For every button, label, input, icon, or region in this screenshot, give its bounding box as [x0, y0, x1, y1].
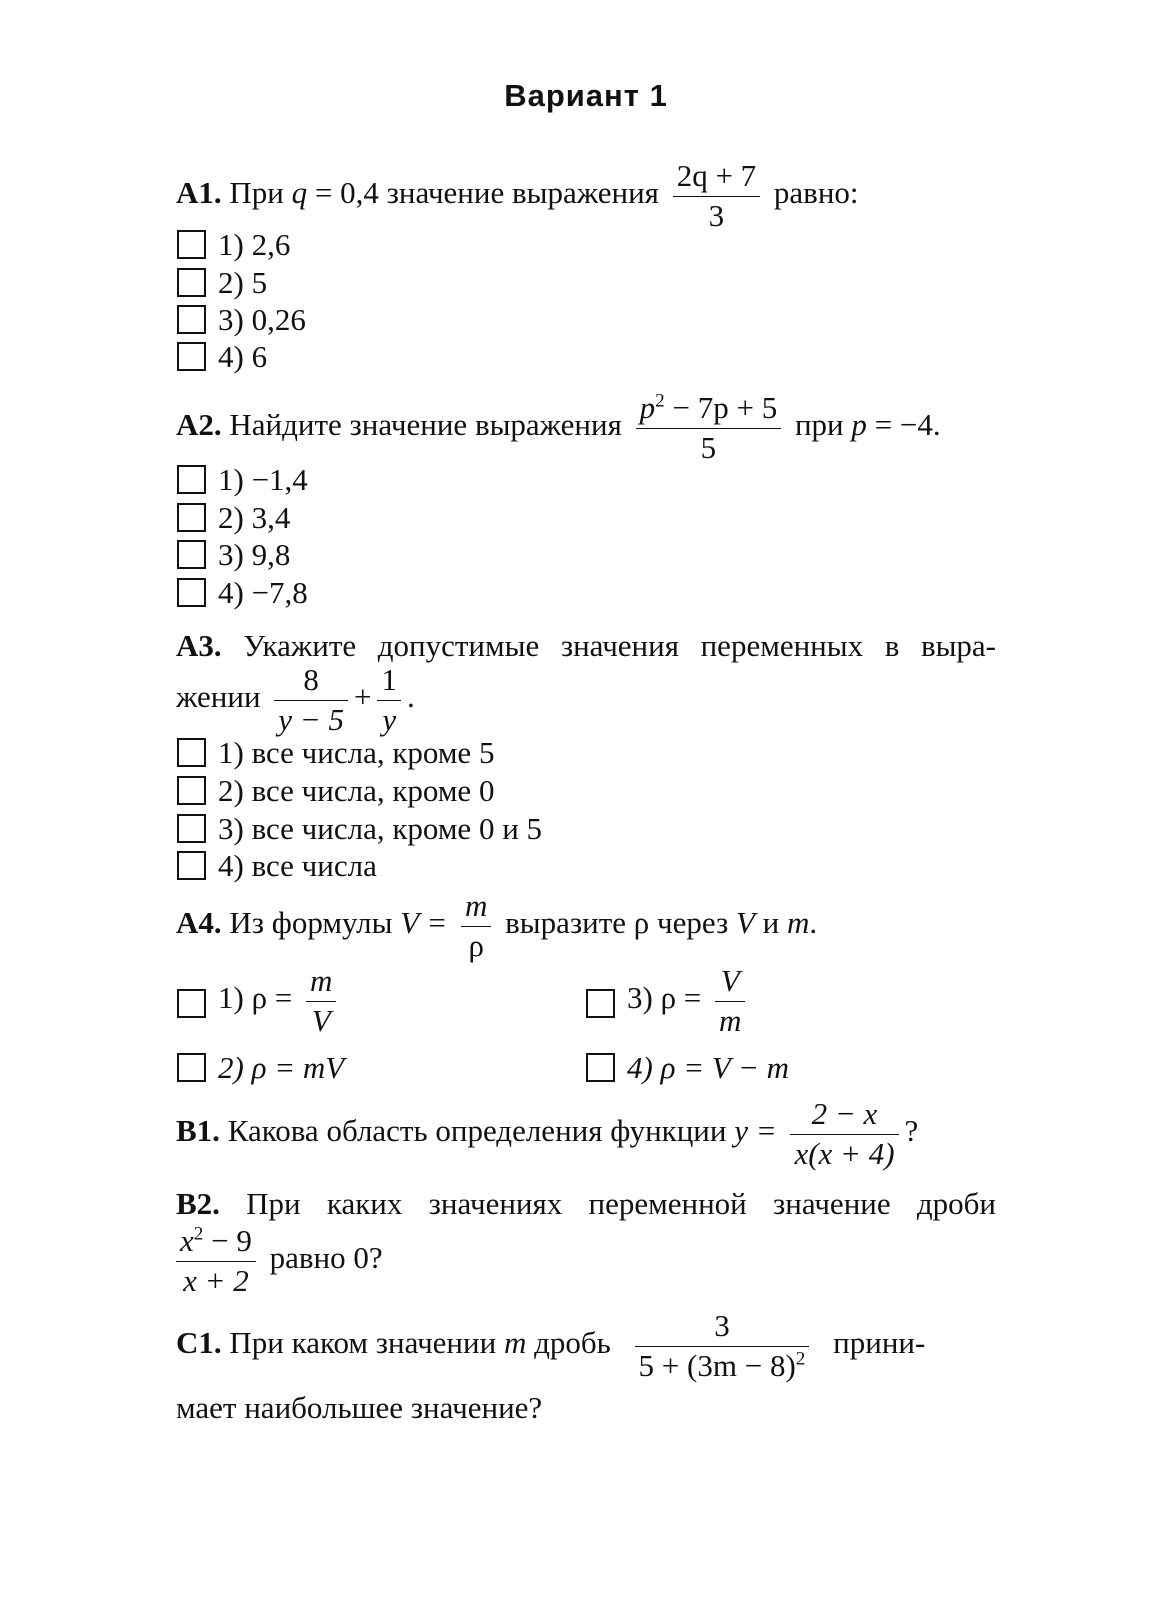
- fraction: [461, 890, 491, 962]
- fraction-denominator: 3: [708, 197, 725, 233]
- answer-checkbox[interactable]: [177, 540, 206, 569]
- question-text: и: [762, 905, 780, 941]
- fraction-numerator: m: [306, 965, 336, 1002]
- question-a3-stem-line2: [176, 664, 415, 736]
- variable: m: [787, 905, 810, 941]
- fraction: [176, 1225, 256, 1297]
- answer-checkbox[interactable]: [177, 465, 206, 494]
- variable: m: [503, 1325, 527, 1361]
- question-b1-stem: [176, 1098, 918, 1170]
- fraction: [715, 965, 745, 1037]
- fraction-denominator: x + 2: [183, 1262, 249, 1298]
- question-text: жении: [176, 679, 261, 715]
- answer-checkbox[interactable]: [177, 738, 206, 767]
- question-label: А1.: [176, 175, 222, 211]
- exponent: 2: [655, 390, 665, 412]
- answer-option: 2) 3,4: [218, 500, 291, 535]
- question-text: прини-: [833, 1325, 926, 1361]
- answer-option: 4) все числа: [218, 848, 377, 883]
- question-a3-stem-line1: [176, 628, 996, 664]
- answer-option-text: 3) ρ =: [627, 980, 702, 1016]
- question-a1-stem: [176, 160, 859, 232]
- fraction-numerator: V: [715, 965, 745, 1002]
- answer-option: 3) 9,8: [218, 537, 291, 572]
- exponent: 2: [795, 1348, 806, 1370]
- exponent: 2: [193, 1223, 204, 1245]
- fraction: [377, 664, 401, 736]
- answer-checkbox[interactable]: [177, 851, 206, 880]
- fraction-denominator: ρ: [468, 927, 484, 963]
- fraction-numerator: 8: [274, 664, 348, 701]
- fraction-numerator: [176, 1225, 256, 1262]
- question-c1-stem-line2: мает наибольшее значение?: [176, 1390, 543, 1425]
- question-text: = 0,4 значение выражения: [314, 175, 659, 211]
- operator: +: [353, 679, 372, 715]
- question-text: При каком значении: [229, 1325, 497, 1361]
- answer-checkbox[interactable]: [177, 776, 206, 805]
- question-text: При каких значениях переменной значение дроби: [246, 1186, 996, 1221]
- question-c1-stem-line1: [176, 1310, 925, 1382]
- fraction-numerator: 1: [377, 664, 401, 701]
- answer-checkbox[interactable]: [177, 230, 206, 259]
- fraction-numerator: 3: [635, 1310, 810, 1347]
- answer-option: 1) все числа, кроме 5: [218, 735, 495, 770]
- answer-option: [218, 965, 342, 1037]
- answer-checkbox[interactable]: [177, 305, 206, 334]
- question-label: С1.: [176, 1325, 222, 1361]
- fraction-denominator: m: [719, 1002, 742, 1038]
- answer-option-text: 1) ρ =: [218, 980, 293, 1016]
- question-text: Какова область определения функции: [227, 1113, 727, 1149]
- fraction-numerator: 2q + 7: [673, 160, 760, 197]
- question-label: А2.: [176, 407, 222, 443]
- fraction: [306, 965, 336, 1037]
- variable: V: [735, 905, 755, 941]
- question-text: равно 0?: [269, 1240, 383, 1276]
- answer-checkbox[interactable]: [177, 503, 206, 532]
- answer-option: 2) 5: [218, 265, 268, 300]
- punctuation: .: [809, 905, 818, 941]
- question-b2-stem-line2: [170, 1225, 383, 1297]
- variable: p: [851, 407, 867, 443]
- fraction-denominator: 5: [700, 429, 717, 465]
- answer-checkbox[interactable]: [177, 268, 206, 297]
- answer-checkbox[interactable]: [177, 989, 206, 1018]
- fraction-numerator: 2 − x: [790, 1098, 898, 1135]
- question-text: при: [794, 407, 844, 443]
- question-text: дробь: [534, 1325, 611, 1361]
- expression-part: − 9: [203, 1223, 252, 1258]
- fraction-numerator: m: [461, 890, 491, 927]
- answer-option: 2) все числа, кроме 0: [218, 773, 495, 808]
- question-text: = −4.: [874, 407, 941, 443]
- fraction: [673, 160, 760, 232]
- answer-option: 4) ρ = V − m: [627, 1050, 790, 1085]
- question-label: А3.: [176, 628, 222, 663]
- answer-option: [627, 965, 751, 1037]
- answer-checkbox[interactable]: [586, 1053, 615, 1082]
- answer-option: 3) все числа, кроме 0 и 5: [218, 811, 543, 846]
- fraction-denominator: y − 5: [278, 701, 344, 737]
- answer-option: 2) ρ = mV: [218, 1050, 345, 1085]
- fraction: [636, 392, 782, 464]
- question-text: Из формулы: [229, 905, 393, 941]
- question-a2-stem: [176, 392, 941, 464]
- formula-lhs: y =: [734, 1113, 777, 1149]
- punctuation: .: [406, 679, 415, 715]
- page-title: Вариант 1: [504, 78, 668, 113]
- question-label: В2.: [176, 1186, 220, 1221]
- variable: p: [639, 390, 656, 425]
- answer-checkbox[interactable]: [177, 342, 206, 371]
- question-text: При: [229, 175, 284, 211]
- answer-checkbox[interactable]: [177, 578, 206, 607]
- fraction-denominator: [635, 1347, 810, 1383]
- fraction-denominator: x(x + 4): [794, 1135, 895, 1171]
- question-text: выразите ρ через: [505, 905, 729, 941]
- fraction-denominator: y: [382, 701, 397, 737]
- question-a4-stem: [176, 890, 817, 962]
- answer-option: 1) 2,6: [218, 227, 291, 262]
- punctuation: ?: [904, 1113, 919, 1149]
- fraction: [274, 664, 348, 736]
- answer-option: 3) 0,26: [218, 302, 306, 337]
- fraction: [790, 1098, 898, 1170]
- answer-checkbox[interactable]: [177, 814, 206, 843]
- answer-option: 4) −7,8: [218, 575, 308, 610]
- question-label: А4.: [176, 905, 222, 941]
- answer-option: 1) −1,4: [218, 462, 308, 497]
- question-b2-stem-line1: [176, 1186, 996, 1222]
- answer-option: 4) 6: [218, 339, 268, 374]
- fraction: [635, 1310, 810, 1382]
- variable: x: [180, 1223, 194, 1258]
- formula-lhs: V =: [400, 905, 448, 941]
- answer-checkbox[interactable]: [177, 1053, 206, 1082]
- expression-part: 5 + (3m − 8): [638, 1347, 796, 1383]
- answer-checkbox[interactable]: [586, 989, 615, 1018]
- fraction-numerator: [636, 392, 782, 429]
- fraction-denominator: V: [311, 1002, 331, 1038]
- question-text: Найдите значение выражения: [229, 407, 622, 443]
- question-text: Укажите допустимые значения переменных в выра-: [243, 628, 996, 663]
- variable: q: [291, 175, 308, 211]
- question-label: В1.: [176, 1113, 220, 1149]
- expression-part: − 7p + 5: [664, 390, 778, 425]
- question-text: равно:: [773, 175, 859, 211]
